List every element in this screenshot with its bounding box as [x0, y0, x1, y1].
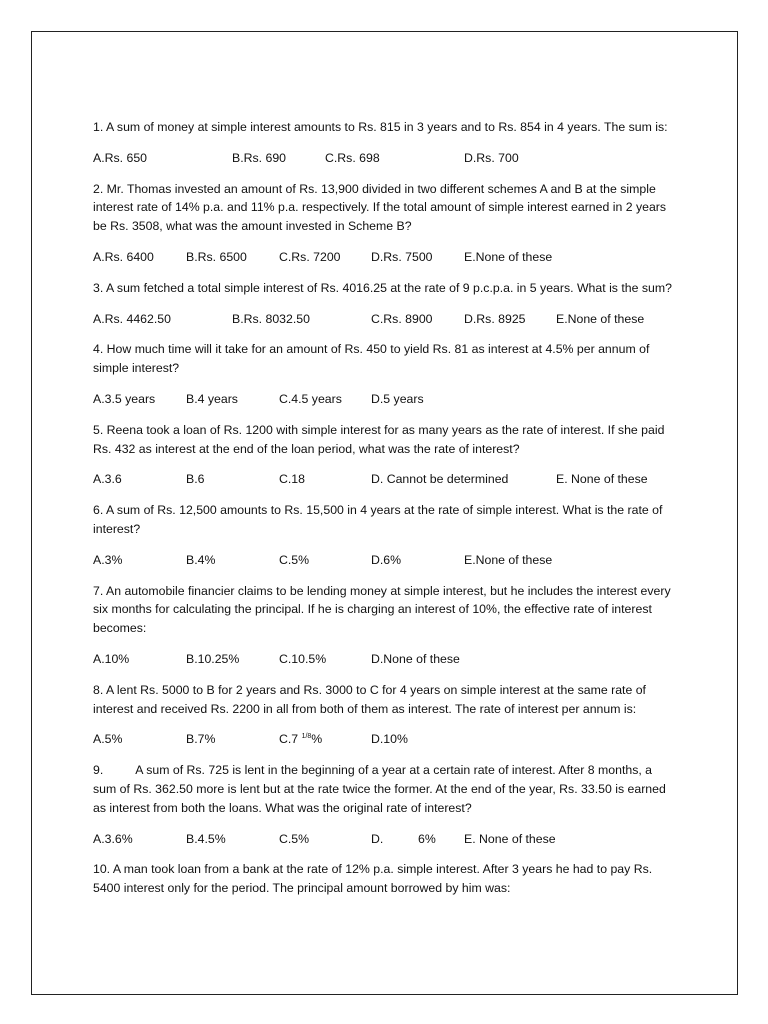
option-a: A.3% — [93, 552, 123, 567]
document-body — [93, 118, 678, 910]
option-b: B.7% — [186, 732, 216, 747]
question-9 — [93, 761, 678, 817]
option-d: D.5 years — [371, 391, 424, 406]
question-6: 6. A sum of Rs. 12,500 amounts to Rs. 15,500 in 4 years at the rate of simple interest. What is the rate of interest? — [93, 503, 663, 536]
option-e: E.None of these — [464, 552, 553, 567]
question-3: 3. A sum fetched a total simple interest of Rs. 4016.25 at the rate of 9 p.c.p.a. in 5 years. What is the sum? — [93, 280, 672, 295]
option-c: C.Rs. 7200 — [279, 249, 341, 264]
option-c: C.10.5% — [279, 651, 327, 666]
option-b: B.4.5% — [186, 831, 226, 846]
option-c: C.Rs. 698 — [325, 150, 380, 165]
option-d: D.Rs. 8925 — [464, 311, 526, 326]
question-9-options — [93, 830, 678, 849]
option-c: C.5% — [279, 831, 310, 846]
option-d: D.Rs. 7500 — [371, 249, 433, 264]
question-7: 7. An automobile financier claims to be lending money at simple interest, but he includes the interest every six months for calculating the principal. If he is charging an interest of 10%, the effective rate of interest becomes: — [93, 583, 671, 636]
question-10: 10. A man took loan from a bank at the rate of 12% p.a. simple interest. After 3 years he had to pay Rs. 5400 interest only for the period. The principal amount borrowed by him was: — [93, 862, 653, 896]
option-a: A.3.6 — [93, 472, 122, 487]
question-2-options — [93, 248, 678, 267]
question-9-text: A sum of Rs. 725 is lent in the beginning of a year at a certain rate of interest. After 8 months, a sum of Rs. 362.50 more is lent but at the rate twice the former. At the end of the year, Rs. 33.50 is earned as interest from both the loans. What was the original rate of interest? — [93, 763, 666, 815]
option-b: B.6 — [186, 472, 205, 487]
question-1-options — [93, 149, 678, 168]
question-8: 8. A lent Rs. 5000 to B for 2 years and Rs. 3000 to C for 4 years on simple interest at the same rate of interest and received Rs. 2200 in all from both of them as interest. The rate of interest per annum is: — [93, 682, 646, 716]
option-c-suffix: % — [311, 732, 323, 747]
option-c — [279, 730, 322, 749]
option-a: A.Rs. 4462.50 — [93, 311, 171, 326]
option-a: A.3.5 years — [93, 391, 156, 406]
option-b: B.4 years — [186, 391, 238, 406]
question-4: 4. How much time will it take for an amount of Rs. 450 to yield Rs. 81 as interest at 4.5% per annum of simple interest? — [93, 342, 650, 376]
question-7-options — [93, 650, 678, 669]
option-c: C.5% — [279, 552, 310, 567]
option-b: B.Rs. 8032.50 — [232, 311, 310, 326]
option-e: E.None of these — [556, 311, 645, 326]
question-1: 1. A sum of money at simple interest amounts to Rs. 815 in 3 years and to Rs. 854 in 4 years. The sum is: — [93, 120, 668, 134]
option-c: C.18 — [279, 472, 305, 487]
option-a: A.10% — [93, 651, 130, 666]
option-d: D.Rs. 700 — [464, 150, 519, 165]
option-a: A.3.6% — [93, 831, 133, 846]
question-4-options — [93, 390, 678, 409]
option-d: D.None of these — [371, 651, 460, 666]
option-c-base: C.7 — [279, 732, 299, 747]
question-5: 5. Reena took a loan of Rs. 1200 with simple interest for as many years as the rate of interest. If she paid Rs. 432 as interest at the end of the loan period, what was the rate of interest? — [93, 422, 665, 456]
option-b: B.Rs. 690 — [232, 150, 286, 165]
option-d-value: 6% — [418, 831, 436, 846]
question-3-options — [93, 310, 678, 329]
option-b: B.4% — [186, 552, 216, 567]
option-a: A.Rs. 6400 — [93, 249, 154, 264]
option-b: B.10.25% — [186, 651, 240, 666]
option-e: E.None of these — [464, 249, 553, 264]
option-a: A.5% — [93, 732, 123, 747]
option-c: C.4.5 years — [279, 391, 342, 406]
option-b: B.Rs. 6500 — [186, 249, 247, 264]
option-a: A.Rs. 650 — [93, 150, 147, 165]
option-d: D. Cannot be determined — [371, 472, 509, 487]
option-c-fraction: 1/8 — [301, 733, 312, 741]
option-e: E. None of these — [556, 472, 648, 487]
question-5-options — [93, 470, 678, 489]
question-8-options — [93, 730, 678, 749]
option-e: E. None of these — [464, 831, 556, 846]
question-2: 2. Mr. Thomas invested an amount of Rs. 13,900 divided in two different schemes A and B at the simple interest rate of 14% p.a. and 11% p.a. respectively. If the total amount of simple interest earned in 2 years be Rs. 3508, what was the amount invested in Scheme B? — [93, 181, 667, 234]
option-d: D.6% — [371, 552, 402, 567]
option-d: D.10% — [371, 732, 408, 747]
question-9-number: 9. — [93, 763, 104, 778]
option-c: C.Rs. 8900 — [371, 311, 433, 326]
question-6-options — [93, 551, 678, 570]
option-d: D. — [371, 831, 384, 846]
